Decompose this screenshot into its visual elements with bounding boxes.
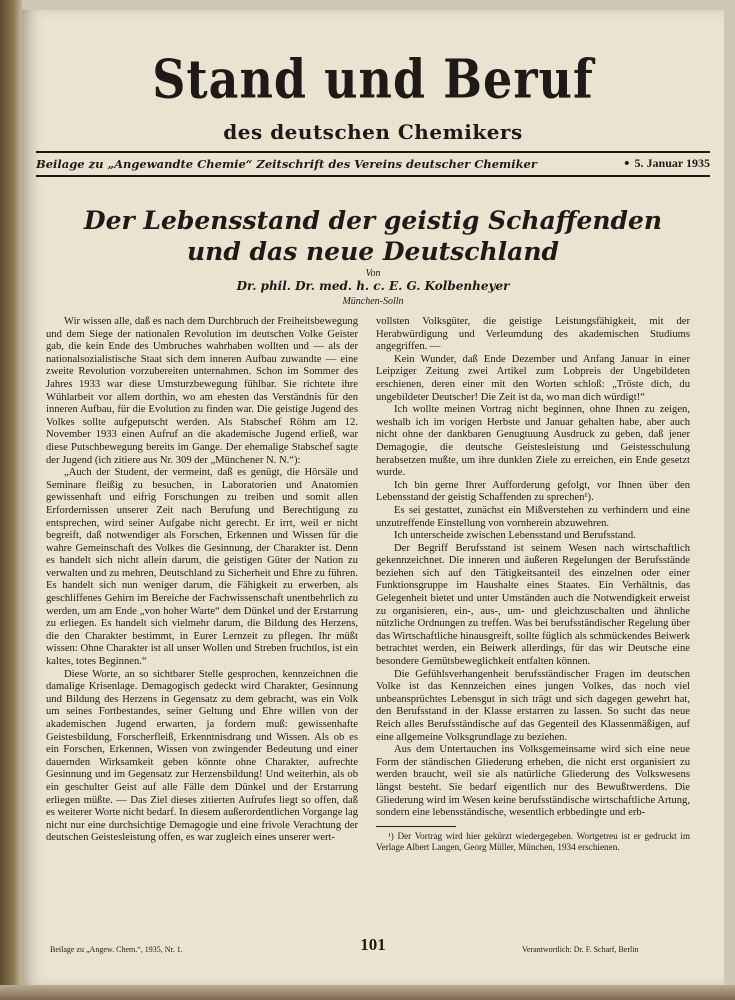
paragraph: Ich unterscheide zwischen Lebensstand und Berufsstand. bbox=[394, 530, 636, 542]
bullet: • bbox=[623, 156, 631, 170]
page bbox=[22, 10, 724, 985]
paragraph: Der Begriff Berufsstand ist seinem Wesen nach wirtschaftlich gekennzeichnet. Die inneren und äußeren Regelungen der Berufsstände beziehen sich auf den Tätigkeitsanteil des einzelnen oder einer Funktionsgruppe im Haushalte eines Staates. Ein Verhältnis, das Gelegenheit bietet und unter Umständen auch die Notwendigkeit erweist zu organisieren, ein-, aus-, um- und gleichzuschalten und ähnliche nützliche Ordnungen zu treffen. Was bei berufsständischer Regelung über das Wirtschaftliche hinausgreift, sollte füglich als schmückendes Beiwerk betrachtet werden, ein Beiwerk allerdings, für das wir Deutsche eine besondere Gemütsbeweglichkeit entfalten können. bbox=[376, 542, 690, 668]
footer-citation: Beilage zu „Angew. Chem.“, 1935, Nr. 1. bbox=[50, 945, 183, 954]
footnote-rule bbox=[376, 826, 456, 827]
footer-responsible: Verantwortlich: Dr. F. Scharf, Berlin bbox=[522, 945, 639, 954]
issue-date: 5. Januar 1935 bbox=[634, 156, 710, 170]
paragraph: Es sei gestattet, zunächst ein Mißverstehen zu verhindern und eine unzutreffende Einstellung von vornherein abzuwehren. bbox=[376, 504, 690, 529]
paragraph: Aus dem Untertauchen ins Volksgemeinsame wird sich eine neue Form der ständischen Gliederung erheben, die nicht erst organisiert zu werden braucht, weil sie als natürliche Gliederung des Volkswesens längst besteht. Sie bedarf eigentlich nur des Bewußtwerdens. Die Gliederung wird im Wesen keine berufsständische wirtschaftliche Artung, sondern eine lebensständische, wesentlich erbbedingte und erb- bbox=[376, 744, 690, 819]
quoted-paragraph: „Auch der Student, der vermeint, daß es genügt, die Hörsäle und Seminare fleißig zu besuchen, in Laboratorien und Anatomien gewissenhaft und eifrig Forschungen zu treiben und somit allen Erfordernissen unserer Zeit nach Berufung und Berechtigung zu entsprechen, wird seiner Aufgabe nicht gerecht. Er irrt, weil er nicht begreift, daß notwendiger als Forschen, Erkennen und Wissen für die wahre Gemeinschaft des Volkes die Gesinnung, der Charakter ist. Denn es handelt sich nicht allein darum, die geistigen Güter der Nation zu verwalten und zu mehren, Deutschland zu Sicherheit und Ehre zu führen. Es handelt sich nun weniger darum, die Fähigkeit zu erwerben, als geschliffenes Gehirn im Bereiche der Fachwissenschaft unentbehrlich zu werden, um am Ende „von hoher Warte“ dem Dünkel und der Erstarrung zu erliegen. Es handelt sich vielmehr darum, die Bildung des Herzens, die den Charakter bestimmt, in Eurer Lernzeit zu pflegen. Ihr müßt wissen: Ohne Charakter ist all unser Wollen und Streben fruchtlos, ist ein kaltes, totes Beginnen.“ bbox=[46, 467, 358, 668]
left-column bbox=[46, 316, 358, 845]
masthead-subtitle: des deutschen Chemikers bbox=[223, 120, 523, 144]
article-headline-line2: und das neue Deutschland bbox=[187, 237, 559, 266]
paragraph: Ich wollte meinen Vortrag nicht beginnen, ohne Ihnen zu zeigen, weshalb ich im vorigen Herbste und Januar gehalten habe, aber auch nicht ohne der dankbaren Genugtuung Ausdruck zu geben, daß jener Demagogie, die deutsche Geistesleistung und Geistesschulung herabsetzen mußte, um ihre dunklen Ziele zu erreichen, ein Ende gesetzt wurde. bbox=[376, 404, 690, 479]
date-group bbox=[623, 156, 710, 171]
footnote: ¹) Der Vortrag wird hier gekürzt wiedergegeben. Wortgetreu ist er gedruckt im Verlage Albert Langen, Georg Müller, München, 1934 erschienen. bbox=[376, 830, 690, 852]
paragraph: Die Gefühlsverhangenheit berufsständischer Fragen im deutschen Volke ist das Kennzeichen eines jungen Volkes, das noch viel unbeansprüchtes Lebensgut in sich trägt und sich dagegen gewehrt hat, den Berufsstand in der Klasse erstarren zu lassen. So sucht das neue Reich alles Berufsständische auf das Gegenteil des Klassenmäßigen, auf eine allgemeine Volksgrundlage zu beziehen. bbox=[376, 668, 690, 743]
table-surface bbox=[0, 985, 735, 1000]
paragraph: Diese Worte, an so sichtbarer Stelle gesprochen, kennzeichnen die damalige Krisenlage. Demagogisch gedeckt wird Charakter, Gesinnung und Bildung des Herzens in Gegensatz zu dem gebracht, was ein Volk um seines Fortbestandes, seiner Geltung und Ehre willen von der akademischen Jugend erwarten, ja fordern muß: gewissenhafte Geistesbildung, Forscherfleiß, Erkenntnisdrang und Wissen. Als ob es ein Forschen, Erkennen, Wissen von zwingender Bedeutung und einer dauernden Wirksamkeit geben könnte ohne Charakter, aufrechte Gesinnung und im Gegensatz zur Herzensbildung! Und weiterhin, als ob ein geschulter Geist auf alle Fälle dem Dünkel und der Erstarrung erliegen müßte. — Das Ziel dieses zitierten Aufrufes liegt so offen, daß es weiterer Worte nicht bedarf. In diesem außerordentlichen Vorgange lag nicht nur eine durchsichtige Demagogie und eine frivole Verachtung der deutschen Geistesleistung offen, es war zugleich eines unserer wert- bbox=[46, 668, 358, 844]
right-column bbox=[376, 316, 690, 853]
author-location: München-Solln bbox=[342, 296, 404, 307]
author-name: Dr. phil. Dr. med. h. c. E. G. Kolbenheyer bbox=[236, 279, 510, 293]
masthead-title: Stand und Beruf bbox=[152, 47, 594, 111]
paragraph: Kein Wunder, daß Ende Dezember und Anfang Januar in einer Leipziger Zeitung zwei Artikel zum Lobpreis der Ungebildeten erschienen, deren einer mit den Worten schloß: „Tröste dich, du ungebildeter Deutscher! Die Zeit ist da, wo man dich würdigt!“ bbox=[376, 353, 690, 403]
book-binding-edge bbox=[0, 0, 22, 1000]
masthead-bottom-rule bbox=[36, 175, 710, 177]
masthead-info-line bbox=[36, 156, 710, 171]
paragraph: vollsten Volksgüter, die geistige Leistungsfähigkeit, mit der Herabwürdigung und Verleumdung des akademischen Studiums angegriffen. — bbox=[376, 316, 690, 353]
masthead-top-rule bbox=[36, 151, 710, 153]
page-number: 101 bbox=[360, 935, 386, 954]
byline-von: Von bbox=[365, 268, 381, 279]
supplement-note: Beilage zu „Angewandte Chemie“ Zeitschrift des Vereins deutscher Chemiker bbox=[36, 156, 537, 171]
paragraph: Wir wissen alle, daß es nach dem Durchbruch der Freiheitsbewegung und dem Siege der nationalen Revolution im deutschen Volke Geister gab, die kein Ende des Umbruches wahrhaben wollten und — als der nationalsozialistische Staat sich dem inneren Aufbau zuwandte — eine zweite Revolution vorzubereiten unternahmen. Schon im Sommer des Jahres 1933 war diese Umsturzbewegung fühlbar. Sie richtete ihre Wühlarbeit vor allem dorthin, wo am ehesten das Verständnis für den inneren Aufbau, für die Evolution zu finden war. Die geistige Jugend des Volkes sollte aufgeputscht werden. Als Stabschef Röhm am 12. November 1933 einen Aufruf an die akademische Jugend erließ, war diese Putschbewegung bereits im Gange. Der ehemalige Stabschef sagte der Jugend (ich zitiere aus Nr. 309 der „Münchener N. N.“): bbox=[46, 316, 358, 466]
paragraph: Ich bin gerne Ihrer Aufforderung gefolgt, vor Ihnen über den Lebensstand der geistig Schaffenden zu sprechen¹). bbox=[376, 479, 690, 504]
article-headline-line1: Der Lebensstand der geistig Schaffenden bbox=[83, 206, 663, 235]
